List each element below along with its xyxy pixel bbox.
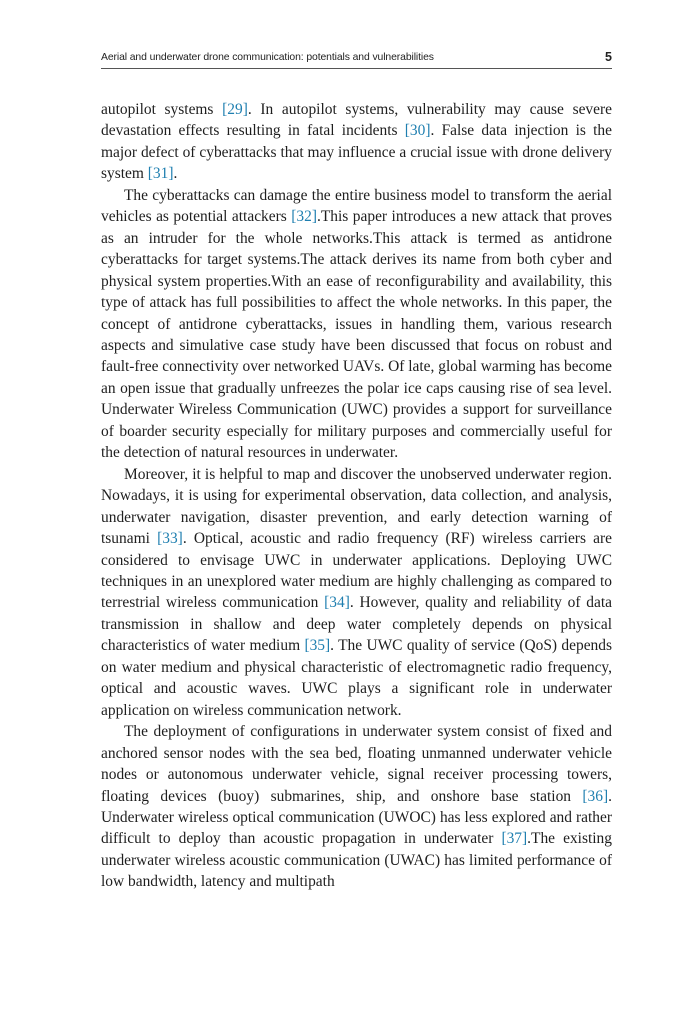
page-number: 5 [605, 50, 612, 64]
text-span: Moreover, it is helpful to map and discover the unobserved underwater region. Nowadays, it is using for experimental observation, data collection, and analysis, underwater navigation, disaster prevention, and early detection warning of tsunami [101, 465, 612, 548]
paragraph [101, 464, 612, 721]
text-span: . False data injection is the major defect of cyberattacks that may influence a crucial issue with drone delivery system [101, 122, 612, 183]
text-span: . [173, 165, 178, 183]
running-header [101, 50, 612, 69]
citation-link[interactable]: [29] [222, 101, 248, 118]
body-text [101, 99, 612, 893]
text-span: . Underwater wireless optical communication (UWOC) has less explored and rather difficult to deploy than acoustic propagation in underwater [101, 787, 612, 848]
text-span: autopilot systems [101, 101, 223, 118]
citation-link[interactable]: [31] [147, 165, 174, 183]
running-title: Aerial and underwater drone communication: potentials and vulnerabilities [101, 52, 434, 63]
citation-link[interactable]: [32] [291, 208, 317, 226]
text-span: . The UWC quality of service (QoS) depends on water medium and physical characteristic of electromagnetic radio frequency, optical and acoustic waves. UWC plays a significant role in underwater application on wireless communication network. [101, 637, 612, 719]
text-span: .This paper introduces a new attack that proves as an intruder for the whole networks.This attack is termed as antidrone cyberattacks for target systems.The attack derives its name from both cyber and physical system properties.With an ease of reconfigurability and availability, this type of attack has full possibilities to affect the whole networks. In this paper, the concept of antidrone cyberattacks, issues in handling them, various research aspects and simulative case study have been discussed that focus on robust and fault-free connectivity over networked UAVs. Of late, global warming has become an open issue that gradually unfreezes the polar ice caps causing rise of sea level. Underwater Wireless Communication (UWC) provides a support for surveillance of boarder security especially for military purposes and commercially useful for the detection of natural resources in underwater. [101, 208, 612, 462]
text-span: . In autopilot systems, vulnerability may cause severe devastation effects resulting in fatal incidents [101, 101, 612, 140]
citation-link[interactable]: [30] [404, 122, 431, 140]
paragraph [101, 185, 612, 464]
text-span: . Optical, acoustic and radio frequency (RF) wireless carriers are considered to envisage UWC in underwater applications. Deploying UWC techniques in an unexplored water medium are highly challenging as compared to terrestrial wireless communication [101, 530, 612, 612]
text-span: The cyberattacks can damage the entire business model to transform the aerial vehicles as potential attackers [101, 186, 612, 226]
citation-link[interactable]: [33] [157, 530, 183, 548]
citation-link[interactable]: [35] [304, 637, 331, 655]
paragraph [101, 721, 612, 893]
text-span: The deployment of configurations in underwater system consist of fixed and anchored sensor nodes with the sea bed, floating unmanned underwater vehicle nodes or autonomous underwater vehicle, signal receiver processing towers, floating devices (buoy) submarines, ship, and onshore base station [101, 723, 612, 805]
text-span: .The existing underwater wireless acoustic communication (UWAC) has limited performance of low bandwidth, latency and multipath [101, 830, 612, 891]
paragraph [101, 99, 612, 185]
citation-link[interactable]: [34] [324, 594, 350, 612]
citation-link[interactable]: [36] [582, 787, 609, 805]
text-span: . However, quality and reliability of data transmission in shallow and deep water completely depends on physical characteristics of water medium [101, 594, 612, 655]
citation-link[interactable]: [37] [501, 830, 528, 848]
